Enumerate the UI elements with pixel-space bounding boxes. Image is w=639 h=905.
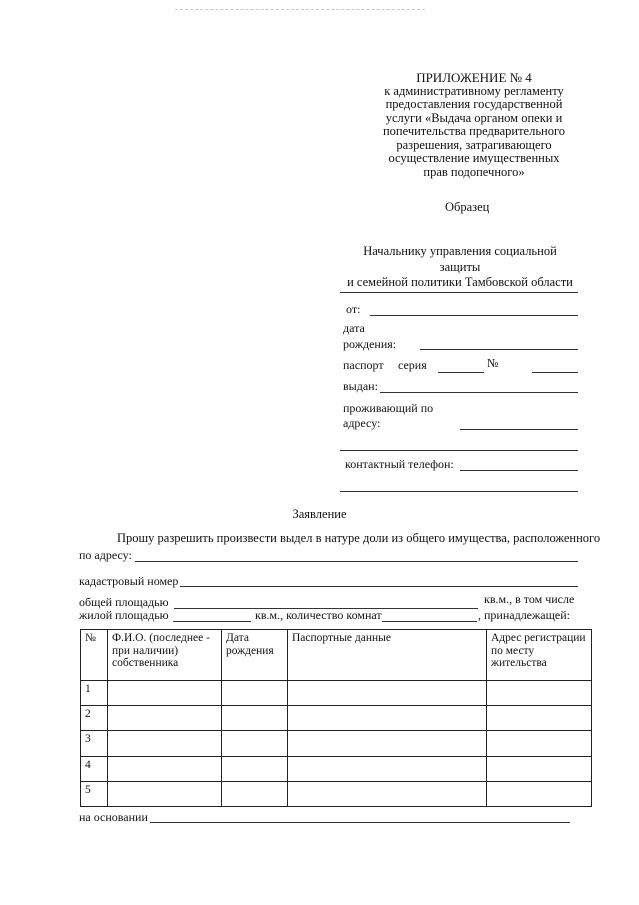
addressee-line-2: и семейной политики Тамбовской области [347,275,573,289]
addressee-block [342,244,578,291]
birth-label-2: рождения: [343,337,397,351]
col-header-number: № [81,630,108,681]
basis-field[interactable] [150,822,570,823]
residence-field-2[interactable] [340,450,578,451]
residence-label-1: проживающий по [343,401,434,415]
col-header-passport: Паспортные данные [288,630,487,681]
cell-owner-name[interactable] [108,781,222,806]
cell-address[interactable] [487,706,592,731]
addressee-line-1: Начальнику управления социальной защиты [363,244,557,274]
total-area-label: общей площадью [79,595,169,609]
cadastral-field[interactable] [180,586,578,587]
cell-passport[interactable] [288,756,487,781]
sqm-rooms-text: кв.м., количество комнат [255,608,382,622]
appendix-title: ПРИЛОЖЕНИЕ № 4 [416,70,532,85]
cell-passport[interactable] [288,706,487,731]
owners-table [80,629,592,807]
living-area-field[interactable] [173,621,251,622]
table-row [81,731,592,756]
phone-label: контактный телефон: [345,457,454,471]
row-number: 1 [81,681,108,706]
cell-birth-date[interactable] [222,756,288,781]
cell-birth-date[interactable] [222,781,288,806]
cell-address[interactable] [487,731,592,756]
appendix-line: разрешения, затрагивающего [396,137,552,152]
cell-owner-name[interactable] [108,681,222,706]
cell-passport[interactable] [288,731,487,756]
col-header-birth-date: Дата рождения [222,630,288,681]
table-row [81,681,592,706]
row-number: 4 [81,756,108,781]
phone-field[interactable] [460,470,578,471]
appendix-line: предоставления государственной [385,97,563,111]
series-field[interactable] [438,372,484,373]
cell-address[interactable] [487,781,592,806]
number-label: № [487,356,499,370]
issued-label: выдан: [343,379,378,393]
appendix-line: прав подопечного» [423,164,525,179]
row-number: 5 [81,781,108,806]
residence-label-2: адресу: [343,416,381,430]
cell-passport[interactable] [288,781,487,806]
from-field[interactable] [370,315,578,316]
scan-edge-mark [175,9,425,10]
request-line: Прошу разрешить произвести выдел в натуре доли из общего имущества, расположенного [117,531,601,545]
table-header-row [81,630,592,681]
rooms-count-field[interactable] [382,621,477,622]
cell-passport[interactable] [288,681,487,706]
belonging-text: , принадлежащей: [478,608,570,622]
issued-field[interactable] [380,392,578,393]
cell-birth-date[interactable] [222,731,288,756]
address-field[interactable] [135,561,578,562]
living-area-label: жилой площадью [79,608,169,622]
address-label: по адресу: [79,548,132,562]
row-number: 2 [81,706,108,731]
sample-label: Образец [445,200,490,214]
sqm-incl-text: кв.м., в том числе [484,592,575,606]
passport-number-field[interactable] [532,372,578,373]
appendix-line: осуществление имущественных [388,151,560,165]
appendix-line: к административному регламенту [384,83,564,98]
cell-birth-date[interactable] [222,706,288,731]
appendix-line: услуги «Выдача органом опеки и [385,110,563,125]
addressee-fill-line[interactable] [340,292,578,293]
cell-address[interactable] [487,681,592,706]
col-header-address: Адрес регистрации по месту жительства [487,630,592,681]
birth-date-field[interactable] [420,349,578,350]
cell-address[interactable] [487,756,592,781]
col-header-owner-name: Ф.И.О. (последнее - при наличии) собственника [108,630,222,681]
cell-owner-name[interactable] [108,706,222,731]
phone-field-2[interactable] [340,491,578,492]
cell-birth-date[interactable] [222,681,288,706]
cadastral-label: кадастровый номер [79,574,179,588]
appendix-line: попечительства предварительного [382,124,566,138]
table-row [81,756,592,781]
statement-title: Заявление [292,507,347,521]
table-row [81,781,592,806]
birth-label-1: дата [343,321,365,335]
cell-owner-name[interactable] [108,731,222,756]
basis-label: на основании [79,810,148,824]
table-row [81,706,592,731]
from-label: от: [346,302,361,316]
series-label: серия [398,358,427,372]
passport-label: паспорт [343,358,384,372]
appendix-block [378,71,570,179]
row-number: 3 [81,731,108,756]
residence-field[interactable] [460,429,578,430]
cell-owner-name[interactable] [108,756,222,781]
